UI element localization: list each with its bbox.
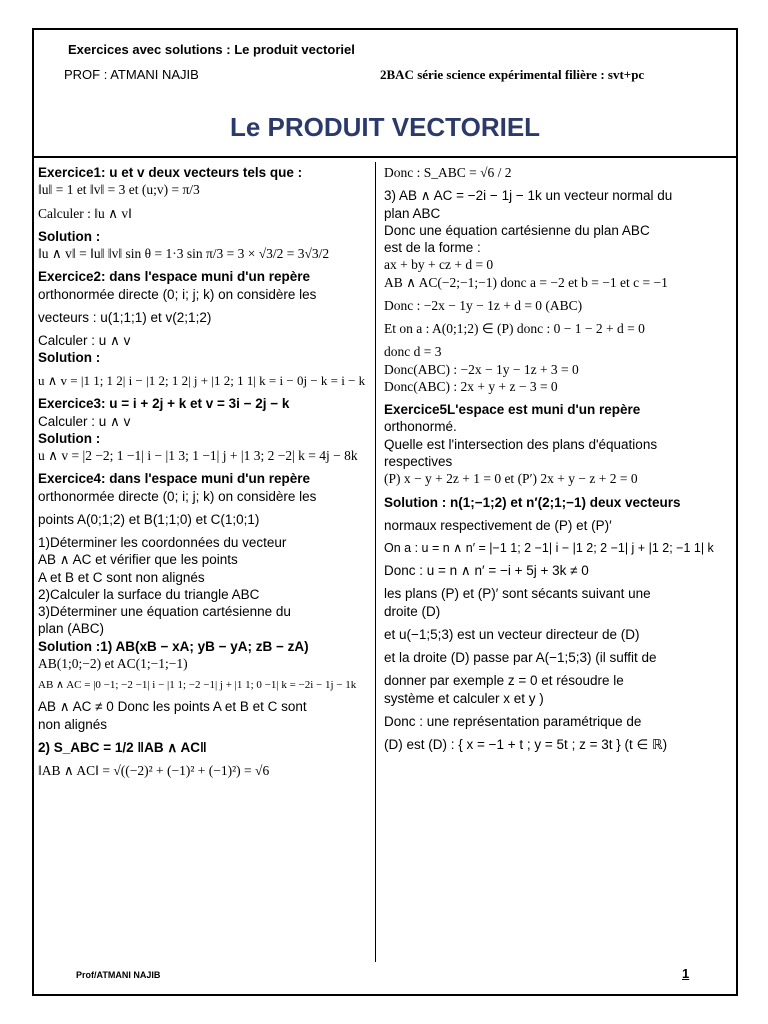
left-line: AB ∧ AC ≠ 0 Donc les points A et B et C sont bbox=[38, 699, 307, 715]
header-box bbox=[34, 30, 736, 158]
right-line: donc d = 3 bbox=[384, 344, 442, 360]
left-line: Solution : bbox=[38, 350, 101, 366]
left-line: Solution :1) AB(xB − xA; yB − yA; zB − zA) bbox=[38, 638, 309, 654]
right-line: Donc : une représentation paramétrique de bbox=[384, 713, 642, 729]
right-line: Donc : u = n ∧ n′ = −i + 5j + 3k ≠ 0 bbox=[384, 563, 589, 579]
left-line: u ∧ v = |1 1; 1 2| i − |1 2; 1 2| j + |1 2; 1 1| k = i − 0j − k = i − k bbox=[38, 372, 366, 388]
right-line: donner par exemple z = 0 et résoudre le bbox=[384, 673, 624, 689]
right-line: et u(−1;5;3) est un vecteur directeur de (D) bbox=[384, 626, 640, 642]
left-line: Solution : bbox=[38, 430, 101, 446]
page-frame bbox=[32, 28, 738, 996]
left-line: vecteurs : u(1;1;1) et v(2;1;2) bbox=[38, 309, 212, 325]
left-line: non alignés bbox=[38, 716, 108, 732]
column-divider bbox=[375, 162, 376, 962]
right-line: Donc(ABC) : 2x + y + z − 3 = 0 bbox=[384, 378, 558, 394]
right-line: Donc : S_ABC = √6 / 2 bbox=[384, 165, 512, 180]
right-column bbox=[384, 164, 724, 753]
left-line: Exercice4: dans l'espace muni d'un repère bbox=[38, 471, 311, 487]
right-line: est de la forme : bbox=[384, 240, 481, 256]
right-line: 3) AB ∧ AC = −2i − 1j − 1k un vecteur normal du bbox=[384, 188, 673, 204]
right-line: orthonormé. bbox=[384, 419, 457, 435]
page-number: 1 bbox=[682, 966, 690, 981]
right-line: Quelle est l'intersection des plans d'équations bbox=[384, 436, 658, 452]
right-line: AB ∧ AC(−2;−1;−1) donc a = −2 et b = −1 et c = −1 bbox=[384, 274, 668, 290]
header-prof: PROF : ATMANI NAJIB bbox=[64, 67, 199, 82]
left-line: ‖u‖ = 1 et ‖v‖ = 3 et (u;v) = π/3 bbox=[38, 182, 200, 198]
left-line: Solution : bbox=[38, 228, 101, 244]
left-line: 2)Calculer la surface du triangle ABC bbox=[38, 586, 260, 602]
left-line: orthonormée directe (0; i; j; k) on considère les bbox=[38, 488, 317, 504]
left-line: 1)Déterminer les coordonnées du vecteur bbox=[38, 535, 287, 551]
right-line: (D) est (D) : { x = −1 + t ; y = 5t ; z = 3t } (t ∈ ℝ) bbox=[384, 737, 668, 753]
right-line: On a : u = n ∧ n′ = |−1 1; 2 −1| i − |1 2; 2 −1| j + |1 2; −1 1| k bbox=[384, 541, 714, 556]
left-line: AB ∧ AC et vérifier que les points bbox=[38, 552, 238, 568]
left-line: ‖u ∧ v‖ = ‖u‖ ‖v‖ sin θ = 1·3 sin π/3 = 3 × √3/2 = 3√3/2 bbox=[38, 246, 330, 262]
header-class: 2BAC série science expérimental filière : svt+pc bbox=[380, 67, 645, 82]
right-line: Donc : −2x − 1y − 1z + d = 0 (ABC) bbox=[384, 297, 583, 313]
left-line: Calculer : ‖u ∧ v‖ bbox=[38, 205, 132, 221]
right-line: Et on a : A(0;1;2) ∈ (P) donc : 0 − 1 − 2 + d = 0 bbox=[384, 321, 645, 337]
right-line: plan ABC bbox=[384, 205, 441, 221]
left-line: plan (ABC) bbox=[38, 621, 105, 637]
left-line: Calculer : u ∧ v bbox=[38, 333, 131, 349]
left-line: AB(1;0;−2) et AC(1;−1;−1) bbox=[38, 656, 188, 671]
header-subtitle: Exercices avec solutions : Le produit vectoriel bbox=[68, 42, 355, 57]
right-line: normaux respectivement de (P) et (P)′ bbox=[384, 517, 612, 533]
right-line: Solution : n(1;−1;2) et n′(2;1;−1) deux vecteurs bbox=[384, 494, 681, 510]
left-line: orthonormée directe (0; i; j; k) on considère les bbox=[38, 286, 317, 302]
left-line: Exercice1: u et v deux vecteurs tels que : bbox=[38, 165, 303, 180]
right-line: Donc une équation cartésienne du plan ABC bbox=[384, 222, 650, 238]
left-line: AB ∧ AC = |0 −1; −2 −1| i − |1 1; −2 −1| j + |1 1; 0 −1| k = −2i − 1j − 1k bbox=[38, 679, 357, 692]
right-line: système et calculer x et y ) bbox=[384, 690, 544, 706]
left-line: ‖AB ∧ AC‖ = √((−2)² + (−1)² + (−1)²) = √6 bbox=[38, 763, 270, 779]
left-line: Calculer : u ∧ v bbox=[38, 413, 131, 429]
right-line: (P) x − y + 2z + 1 = 0 et (P′) 2x + y − z + 2 = 0 bbox=[384, 471, 638, 487]
left-line: Exercice2: dans l'espace muni d'un repère bbox=[38, 269, 311, 285]
right-line: Donc(ABC) : −2x − 1y − 1z + 3 = 0 bbox=[384, 361, 579, 377]
right-line: Exercice5L'espace est muni d'un repère bbox=[384, 402, 641, 418]
footer-author: Prof/ATMANI NAJIB bbox=[76, 970, 161, 980]
left-column bbox=[38, 164, 368, 779]
right-line: les plans (P) et (P)′ sont sécants suivant une bbox=[384, 586, 651, 602]
right-line: droite (D) bbox=[384, 603, 441, 619]
page-title: Le PRODUIT VECTORIEL bbox=[229, 112, 541, 142]
left-line: 3)Déterminer une équation cartésienne du bbox=[38, 604, 291, 620]
left-line: u ∧ v = |2 −2; 1 −1| i − |1 3; 1 −1| j + |1 3; 2 −2| k = 4j − 8k bbox=[38, 448, 358, 464]
left-line: Exercice3: u = i + 2j + k et v = 3i − 2j − k bbox=[38, 396, 290, 412]
right-line: et la droite (D) passe par A(−1;5;3) (il suffit de bbox=[384, 650, 657, 666]
right-line: respectives bbox=[384, 453, 453, 469]
left-line: points A(0;1;2) et B(1;1;0) et C(1;0;1) bbox=[38, 511, 260, 527]
left-line: A et B et C sont non alignés bbox=[38, 569, 205, 585]
left-line: 2) S_ABC = 1/2 ‖AB ∧ AC‖ bbox=[38, 739, 207, 755]
right-line: ax + by + cz + d = 0 bbox=[384, 257, 494, 273]
